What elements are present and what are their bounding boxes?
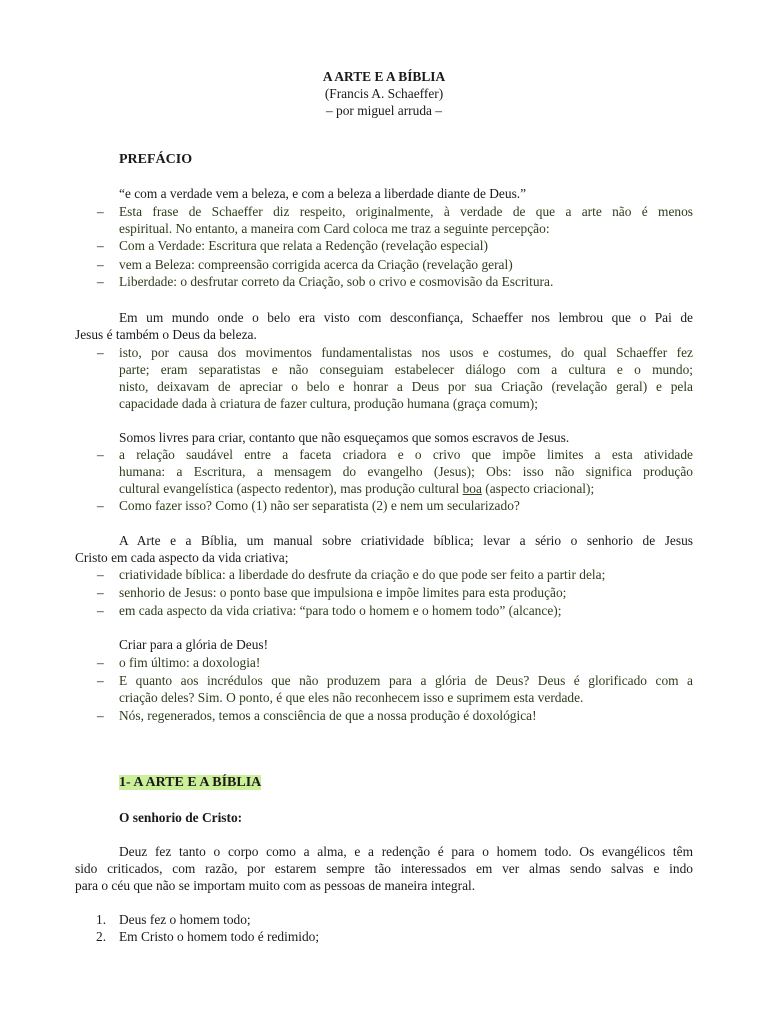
bullet-dash: –	[97, 708, 104, 723]
document-author: (Francis A. Schaeffer)	[324, 86, 444, 101]
bullet-text: nisto, deixavam de apreciar o belo e honrar a Deus por sua Criação (revelação geral) e pela	[119, 379, 693, 394]
list-item-number: 2.	[96, 929, 107, 944]
bullet-text: criação deles? Sim. O ponto, é que eles não reconhecem isso e suprimem esta verdade.	[119, 690, 584, 705]
bullet-text: E quanto aos incrédulos que não produzem para a glória de Deus? Deus é glorificado com a	[119, 673, 693, 688]
underlined-word: boa	[462, 481, 482, 496]
bullet-text: senhorio de Jesus: o ponto base que impulsiona e impõe limites para esta produção;	[119, 585, 567, 600]
bullet-text: o fim último: a doxologia!	[119, 655, 261, 670]
paragraph-line: Deuz fez tanto o corpo como a alma, e a redenção é para o homem todo. Os evangélicos têm	[119, 844, 693, 859]
paragraph-line: para o céu que não se importam muito com as pessoas de maneira integral.	[75, 878, 476, 893]
paragraph-line: Em um mundo onde o belo era visto com desconfiança, Schaeffer nos lembrou que o Pai de	[119, 310, 693, 325]
bullet-text: parte; eram separatistas e não conseguiam estabelecer diálogo com a cultura e o mundo;	[119, 362, 693, 377]
bullet-text: espiritual. No entanto, a maneira com Card coloca me traz a seguinte percepção:	[119, 221, 550, 236]
section-subheading: O senhorio de Cristo:	[119, 810, 243, 825]
list-item: Deus fez o homem todo;	[119, 912, 251, 927]
paragraph-line: Criar para a glória de Deus!	[119, 637, 269, 652]
preface-heading: PREFÁCIO	[119, 152, 193, 167]
document-title: A ARTE E A BÍBLIA	[322, 69, 446, 84]
list-item-number: 1.	[96, 912, 107, 927]
bullet-text: Esta frase de Schaeffer diz respeito, originalmente, à verdade de que a arte não é menos	[119, 204, 693, 219]
paragraph-line: sido criticados, com razão, por estarem sempre tão interessados em ver almas sendo salvas e indo	[75, 861, 693, 876]
bullet-text: criatividade bíblica: a liberdade do desfrute da criação e do que pode ser feito a partir dela;	[119, 567, 606, 582]
bullet-dash: –	[97, 567, 104, 582]
bullet-dash: –	[97, 447, 104, 462]
bullet-text	[119, 480, 594, 497]
paragraph-line: Cristo em cada aspecto da vida criativa;	[75, 550, 289, 565]
list-item: Em Cristo o homem todo é redimido;	[119, 929, 320, 944]
bullet-text-part: cultural evangelística (aspecto redentor), mas produção cultural	[119, 481, 463, 496]
bullet-dash: –	[97, 585, 104, 600]
bullet-dash: –	[97, 274, 104, 289]
bullet-text: em cada aspecto da vida criativa: “para todo o homem e o homem todo” (alcance);	[119, 603, 562, 618]
bullet-text: Liberdade: o desfrutar correto da Criação, sob o crivo e cosmovisão da Escritura.	[119, 274, 554, 289]
bullet-dash: –	[97, 257, 104, 272]
bullet-text: Com a Verdade: Escritura que relata a Redenção (revelação especial)	[119, 238, 488, 253]
paragraph-line: A Arte e a Bíblia, um manual sobre criatividade bíblica; levar a sério o senhorio de Jesus	[119, 533, 693, 548]
paragraph-line: Somos livres para criar, contanto que não esqueçamos que somos escravos de Jesus.	[119, 430, 570, 445]
bullet-dash: –	[97, 498, 104, 513]
bullet-text-part: (aspecto criacional);	[481, 481, 595, 496]
chapter-heading	[119, 774, 261, 791]
bullet-text: a relação saudável entre a faceta criadora e o crivo que impõe limites a esta atividade	[119, 447, 693, 462]
bullet-dash: –	[97, 238, 104, 253]
bullet-text: Nós, regenerados, temos a consciência de que a nossa produção é doxológica!	[119, 708, 537, 723]
chapter-heading-highlight: 1- A ARTE E A BÍBLIA	[119, 775, 262, 790]
bullet-dash: –	[97, 204, 104, 219]
bullet-dash: –	[97, 673, 104, 688]
bullet-text: capacidade dada à criatura de fazer cultura, produção humana (graça comum);	[119, 396, 538, 411]
preface-quote: “e com a verdade vem a beleza, e com a beleza a liberdade diante de Deus.”	[119, 186, 527, 201]
bullet-dash: –	[97, 603, 104, 618]
bullet-dash: –	[97, 655, 104, 670]
bullet-text: Como fazer isso? Como (1) não ser separatista (2) e nem um secularizado?	[119, 498, 520, 513]
bullet-text: isto, por causa dos movimentos fundamentalistas nos usos e costumes, do qual Schaeffer fez	[119, 345, 693, 360]
paragraph-line: Jesus é também o Deus da beleza.	[75, 327, 257, 342]
bullet-text: humana: a Escritura, a mensagem do evangelho (Jesus); Obs: isso não significa produção	[119, 464, 693, 479]
bullet-dash: –	[97, 345, 104, 360]
document-byline: – por miguel arruda –	[325, 103, 443, 118]
bullet-text: vem a Beleza: compreensão corrigida acerca da Criação (revelação geral)	[119, 257, 513, 272]
